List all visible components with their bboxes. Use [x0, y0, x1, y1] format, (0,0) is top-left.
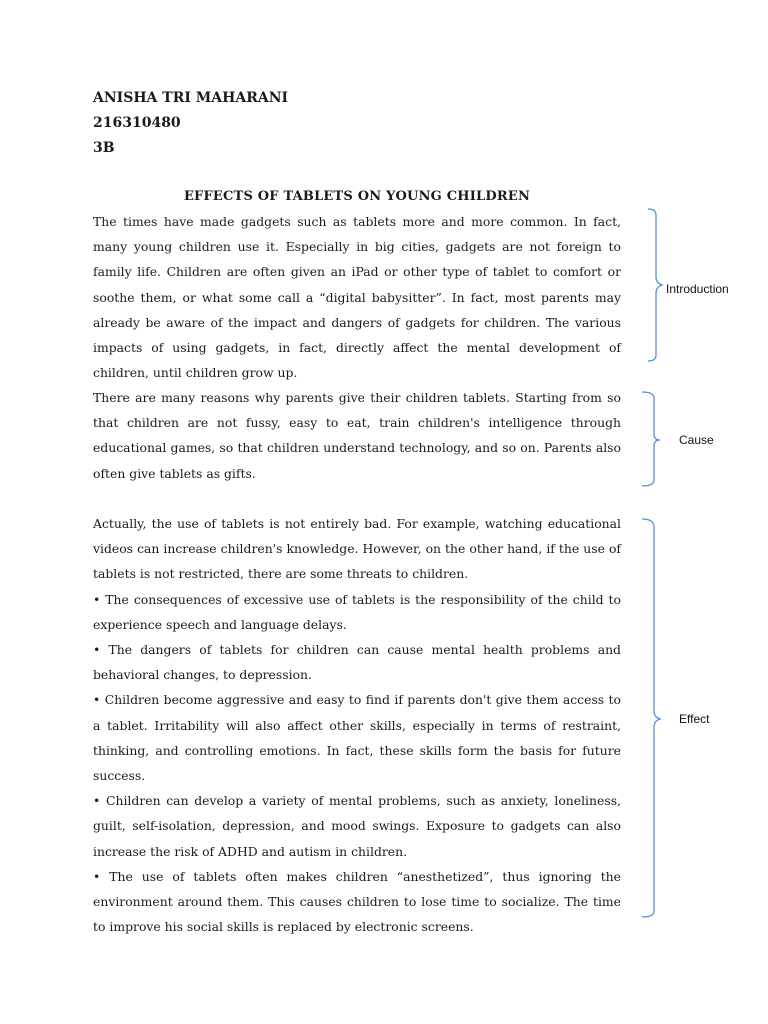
effect-bullet: • The dangers of tablets for children can cause mental health problems and behavioral changes, to depression. — [93, 642, 621, 683]
effect-bullet: • Children can develop a variety of mental problems, such as anxiety, loneliness, guilt, self-isolation, depression, and mood swings. Exposure to gadgets can also increase the risk of ADHD and autism in children. — [93, 793, 621, 859]
cause-paragraph — [93, 385, 621, 486]
introduction-paragraph — [93, 209, 621, 385]
cause-annotation: Cause — [679, 433, 714, 447]
student-id: 216310480 — [93, 115, 181, 131]
class-label: 3B — [93, 140, 115, 156]
author-name: ANISHA TRI MAHARANI — [93, 90, 289, 106]
introduction-annotation: Introduction — [666, 282, 729, 296]
effect-annotation: Effect — [679, 712, 710, 726]
introduction-brace — [640, 205, 664, 365]
effect-bullet: • The consequences of excessive use of tablets is the responsibility of the child to experience speech and language delays. — [93, 591, 621, 632]
cause-text: There are many reasons why parents give their children tablets. Starting from so that children are not fussy, easy to eat, train children's intelligence through educational games, so that children understand technology, and so on. Parents also often give tablets as gifts. — [93, 390, 621, 481]
effect-intro-text: Actually, the use of tablets is not entirely bad. For example, watching educational videos can increase children's knowledge. However, on the other hand, if the use of tablets is not restricted, there are some threats to children. — [93, 516, 621, 582]
effect-section — [93, 511, 621, 939]
essay-title: EFFECTS OF TABLETS ON YOUNG CHILDREN — [183, 189, 531, 204]
effect-bullet: • The use of tablets often makes children “anesthetized”, thus ignoring the environment around them. This causes children to lose time to socialize. The time to improve his social skills is replaced by electronic screens. — [93, 868, 621, 935]
effect-bullet: • Children become aggressive and easy to find if parents don't give them access to a tablet. Irritability will also affect other skills, especially in terms of restraint, thinking, and controlling emotions. In fact, these skills form the basis for future success. — [93, 692, 621, 784]
author-header — [93, 86, 288, 161]
effect-brace — [634, 515, 662, 923]
introduction-text: The times have made gadgets such as tablets more and more common. In fact, many young children use it. Especially in big cities, gadgets are not foreign to family life. Children are often given an iPad or other type of tablet to comfort or soothe them, or what some call a “digital babysitter”. In fact, most parents may already be aware of the impact and dangers of gadgets for children. The various impacts of using gadgets, in fact, directly affect the mental development of children, until children grow up. — [93, 214, 621, 381]
cause-brace — [634, 388, 662, 492]
